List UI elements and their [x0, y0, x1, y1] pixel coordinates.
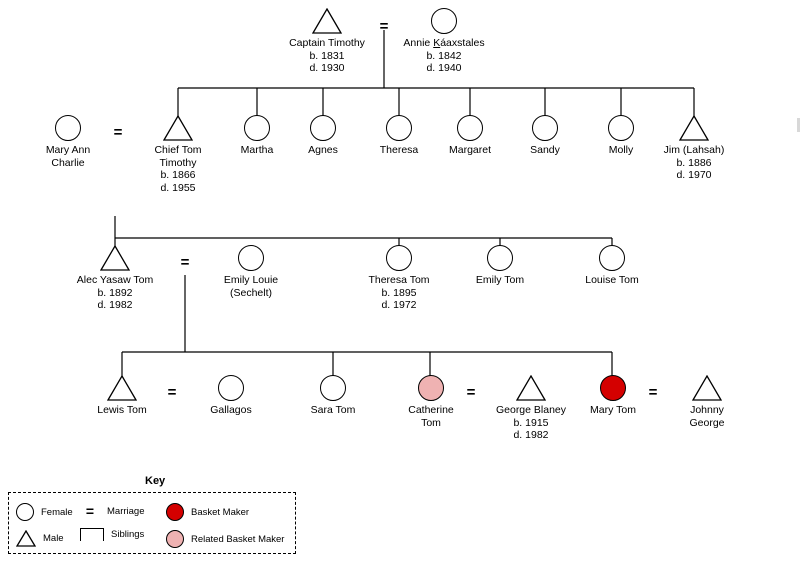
node-death: d. 1940 — [426, 62, 462, 74]
marriage-symbol-6: = — [648, 384, 658, 401]
female-circle-icon — [431, 8, 457, 34]
key-label: Siblings — [111, 529, 145, 540]
node-birth: b. 1895 — [381, 286, 417, 299]
node-death: d. 1955 — [160, 181, 196, 194]
male-triangle-icon — [312, 8, 342, 34]
node-label-2: Tom — [421, 416, 441, 429]
node-birth: b. 1886 — [676, 156, 712, 169]
node-label: Captain Timothy — [289, 37, 365, 49]
female-circle-icon — [244, 115, 270, 141]
node-label: Lewis Tom — [97, 404, 147, 416]
node-label: Catherine — [408, 404, 454, 416]
female-circle-icon — [457, 115, 483, 141]
node-margaret[interactable] — [432, 115, 508, 157]
node-label: Gallagos — [210, 404, 252, 416]
basket-maker-circle-icon — [166, 503, 184, 521]
node-label-2: Charlie — [51, 156, 85, 169]
node-label: Sandy — [530, 144, 560, 156]
female-circle-icon — [238, 245, 264, 271]
female-circle-icon — [16, 503, 34, 521]
node-johnny-george[interactable] — [668, 375, 746, 429]
node-death: d. 1970 — [676, 169, 712, 181]
key-item-basket-maker — [166, 503, 249, 521]
female-circle-related-basket-maker-icon — [418, 375, 444, 401]
node-label-2: George — [689, 416, 725, 429]
node-birth: b. 1831 — [309, 49, 345, 62]
female-circle-icon — [55, 115, 81, 141]
node-theresa-tom[interactable] — [355, 245, 443, 312]
node-birth: b. 1866 — [160, 169, 196, 181]
node-mary-tom[interactable] — [574, 375, 652, 417]
node-agnes[interactable] — [285, 115, 361, 157]
node-jim-lahsah[interactable] — [650, 115, 738, 182]
node-label: Emily Louie — [223, 274, 279, 286]
siblings-bracket-icon — [80, 528, 104, 541]
node-label: Johnny — [690, 404, 724, 416]
female-circle-icon — [599, 245, 625, 271]
node-gallagos[interactable] — [192, 375, 270, 417]
node-label: Sara Tom — [310, 404, 356, 416]
male-triangle-icon — [16, 530, 36, 547]
node-mary-ann-charlie[interactable] — [30, 115, 106, 169]
key-label: Marriage — [107, 505, 145, 517]
node-label: George Blaney — [495, 404, 567, 416]
node-label: Theresa — [379, 144, 419, 156]
node-label: Alec Yasaw Tom — [76, 274, 154, 286]
male-triangle-icon — [679, 115, 709, 141]
marriage-symbol-5: = — [466, 384, 476, 401]
node-sandy[interactable] — [507, 115, 583, 157]
female-circle-icon — [386, 115, 412, 141]
key-label: Male — [43, 533, 64, 544]
node-label: Agnes — [308, 144, 338, 156]
key-item-female — [16, 503, 73, 521]
key-label: Basket Maker — [191, 506, 250, 518]
node-label: Annie Káaxstales — [403, 37, 485, 49]
marriage-symbol-1: = — [379, 18, 389, 35]
node-death: d. 1982 — [513, 429, 549, 441]
female-circle-icon — [487, 245, 513, 271]
node-label-2: Timothy — [159, 156, 197, 169]
key-item-siblings — [80, 528, 144, 541]
female-circle-icon — [608, 115, 634, 141]
node-molly[interactable] — [583, 115, 659, 157]
node-chief-tom-timothy[interactable] — [141, 115, 215, 194]
node-lewis-tom[interactable] — [80, 375, 164, 417]
node-label: Margaret — [448, 144, 491, 156]
female-circle-icon — [218, 375, 244, 401]
node-captain-timothy[interactable] — [270, 8, 384, 75]
node-emily-louie[interactable] — [212, 245, 290, 299]
node-birth: b. 1892 — [97, 286, 133, 299]
node-death: d. 1972 — [381, 299, 417, 311]
male-triangle-icon — [107, 375, 137, 401]
marriage-symbol-3: = — [180, 254, 190, 271]
node-label: Theresa Tom — [368, 274, 430, 286]
node-alec-yasaw-tom[interactable] — [66, 245, 164, 312]
female-circle-icon — [320, 375, 346, 401]
node-label: Jim (Lahsah) — [663, 144, 725, 156]
male-triangle-icon — [516, 375, 546, 401]
node-label: Martha — [240, 144, 274, 156]
male-triangle-icon — [692, 375, 722, 401]
related-basket-maker-circle-icon — [166, 530, 184, 548]
node-label: Emily Tom — [475, 274, 525, 286]
female-circle-icon — [532, 115, 558, 141]
equals-icon: = — [85, 503, 95, 519]
male-triangle-icon — [163, 115, 193, 141]
key-item-marriage — [80, 503, 145, 519]
node-label: Louise Tom — [585, 274, 639, 286]
key-item-male — [16, 530, 64, 547]
node-annie-kaaxstales[interactable] — [385, 8, 503, 75]
female-circle-icon — [386, 245, 412, 271]
node-label: Mary Ann — [45, 144, 91, 156]
male-triangle-icon — [100, 245, 130, 271]
key-item-related-basket-maker — [166, 530, 284, 548]
node-death: d. 1930 — [309, 62, 345, 74]
node-louise-tom[interactable] — [570, 245, 654, 287]
node-sara-tom[interactable] — [294, 375, 372, 417]
key-label: Related Basket Maker — [191, 533, 285, 545]
node-label: Mary Tom — [590, 404, 636, 416]
key-label: Female — [41, 506, 73, 518]
node-label: Molly — [608, 144, 634, 156]
node-george-blaney[interactable] — [486, 375, 576, 442]
female-circle-basket-maker-icon — [600, 375, 626, 401]
node-death: d. 1982 — [97, 299, 133, 311]
marriage-symbol-4: = — [167, 384, 177, 401]
node-martha[interactable] — [219, 115, 295, 157]
node-catherine-tom[interactable] — [392, 375, 470, 429]
node-theresa[interactable] — [361, 115, 437, 157]
key-title: Key — [145, 475, 166, 487]
node-emily-tom[interactable] — [458, 245, 542, 287]
node-birth: b. 1915 — [513, 416, 549, 429]
node-label-2: (Sechelt) — [229, 286, 272, 299]
marriage-symbol-2: = — [113, 124, 123, 141]
node-birth: b. 1842 — [426, 49, 462, 62]
female-circle-icon — [310, 115, 336, 141]
node-label: Chief Tom — [154, 144, 202, 156]
